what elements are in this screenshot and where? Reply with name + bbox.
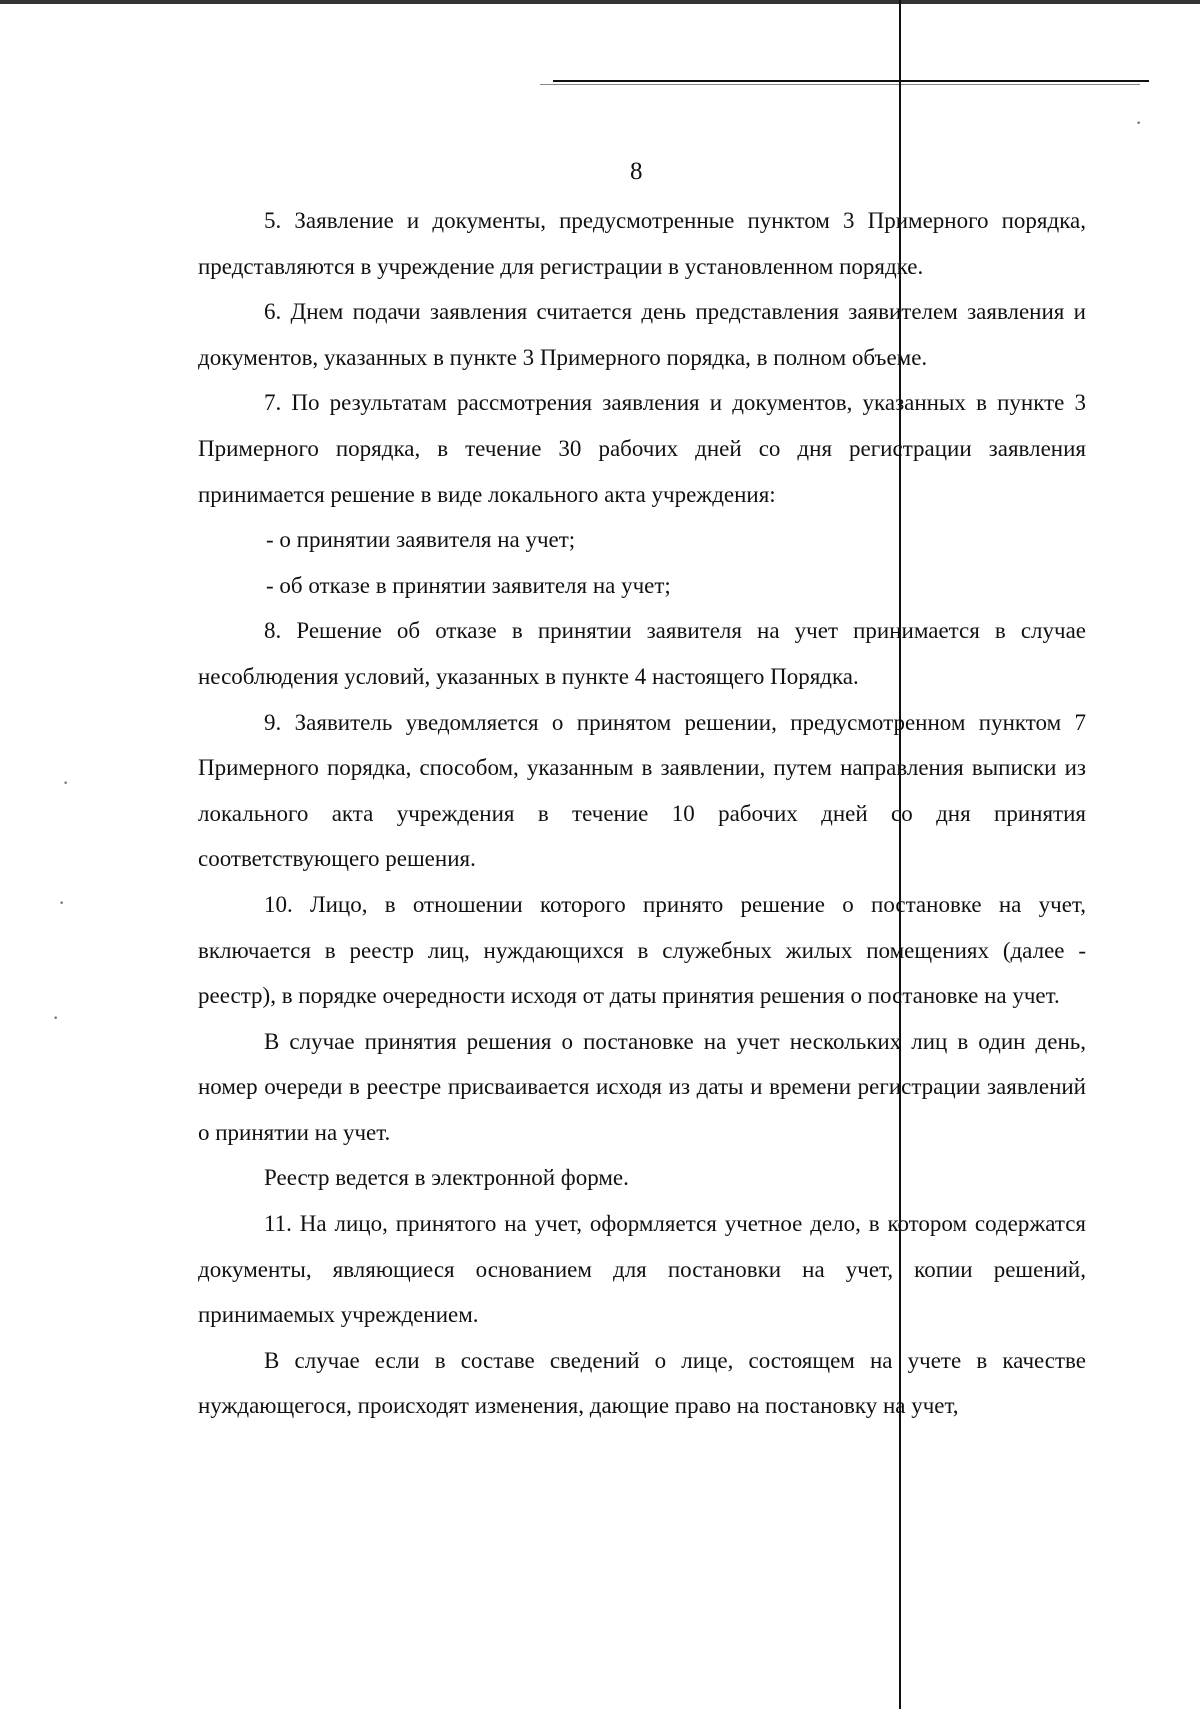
- scan-artifact-line-faint: [540, 84, 1140, 85]
- paragraph-10: 10. Лицо, в отношении которого принято решение о постановке на учет, включается в реестр лиц, нуждающихся в служебных жилых помещениях (далее - реестр), в порядке очередности исходя от даты принятия решения о постановке на учет.: [198, 891, 1086, 1009]
- paragraph-8: 8. Решение об отказе в принятии заявителя на учет принимается в случае несоблюдения условий, указанных в пункте 4 настоящего Порядка.: [198, 618, 1086, 689]
- scan-top-edge: [0, 0, 1200, 4]
- document-body: [198, 198, 1086, 1429]
- paragraph-5: 5. Заявление и документы, предусмотренные пунктом 3 Примерного порядка, представляются в учреждение для регистрации в установленном порядке.: [198, 208, 1086, 279]
- scan-speck: ·: [52, 1005, 60, 1030]
- page-number: 8: [630, 158, 644, 185]
- paragraph-6: 6. Днем подачи заявления считается день представления заявителем заявления и документов, указанных в пункте 3 Примерного порядка, в полном объеме.: [198, 299, 1086, 370]
- scan-speck: ·: [58, 890, 66, 915]
- scan-speck: ·: [1135, 110, 1143, 135]
- list-item-refuse: - об отказе в принятии заявителя на учет;: [266, 572, 671, 598]
- list-item-accept: - о принятии заявителя на учет;: [266, 527, 576, 553]
- paragraph-11-changes: В случае если в составе сведений о лице, состоящем на учете в качестве нуждающегося, происходят изменения, дающие право на постановку на учет,: [198, 1347, 1086, 1419]
- scan-speck: ·: [62, 770, 70, 795]
- paragraph-registry-form: Реестр ведется в электронной форме.: [264, 1165, 629, 1191]
- paragraph-7: 7. По результатам рассмотрения заявления и документов, указанных в пункте 3 Примерного порядка, в течение 30 рабочих дней со дня регистрации заявления принимается решение в виде локального акта учреждения:: [198, 390, 1086, 507]
- scan-artifact-line: [553, 80, 1149, 82]
- paragraph-10-multiple: В случае принятия решения о постановке на учет нескольких лиц в один день, номер очереди в реестре присваивается исходя из даты и времени регистрации заявлений о принятии на учет.: [198, 1028, 1086, 1145]
- paragraph-9: 9. Заявитель уведомляется о принятом решении, предусмотренном пунктом 7 Примерного порядка, способом, указанным в заявлении, путем направления выписки из локального акта учреждения в течение 10 рабочих дней со дня принятия соответствующего решения.: [198, 709, 1086, 872]
- paragraph-11: 11. На лицо, принятого на учет, оформляется учетное дело, в котором содержатся документы, являющиеся основанием для постановки на учет, копии решений, принимаемых учреждением.: [198, 1211, 1086, 1328]
